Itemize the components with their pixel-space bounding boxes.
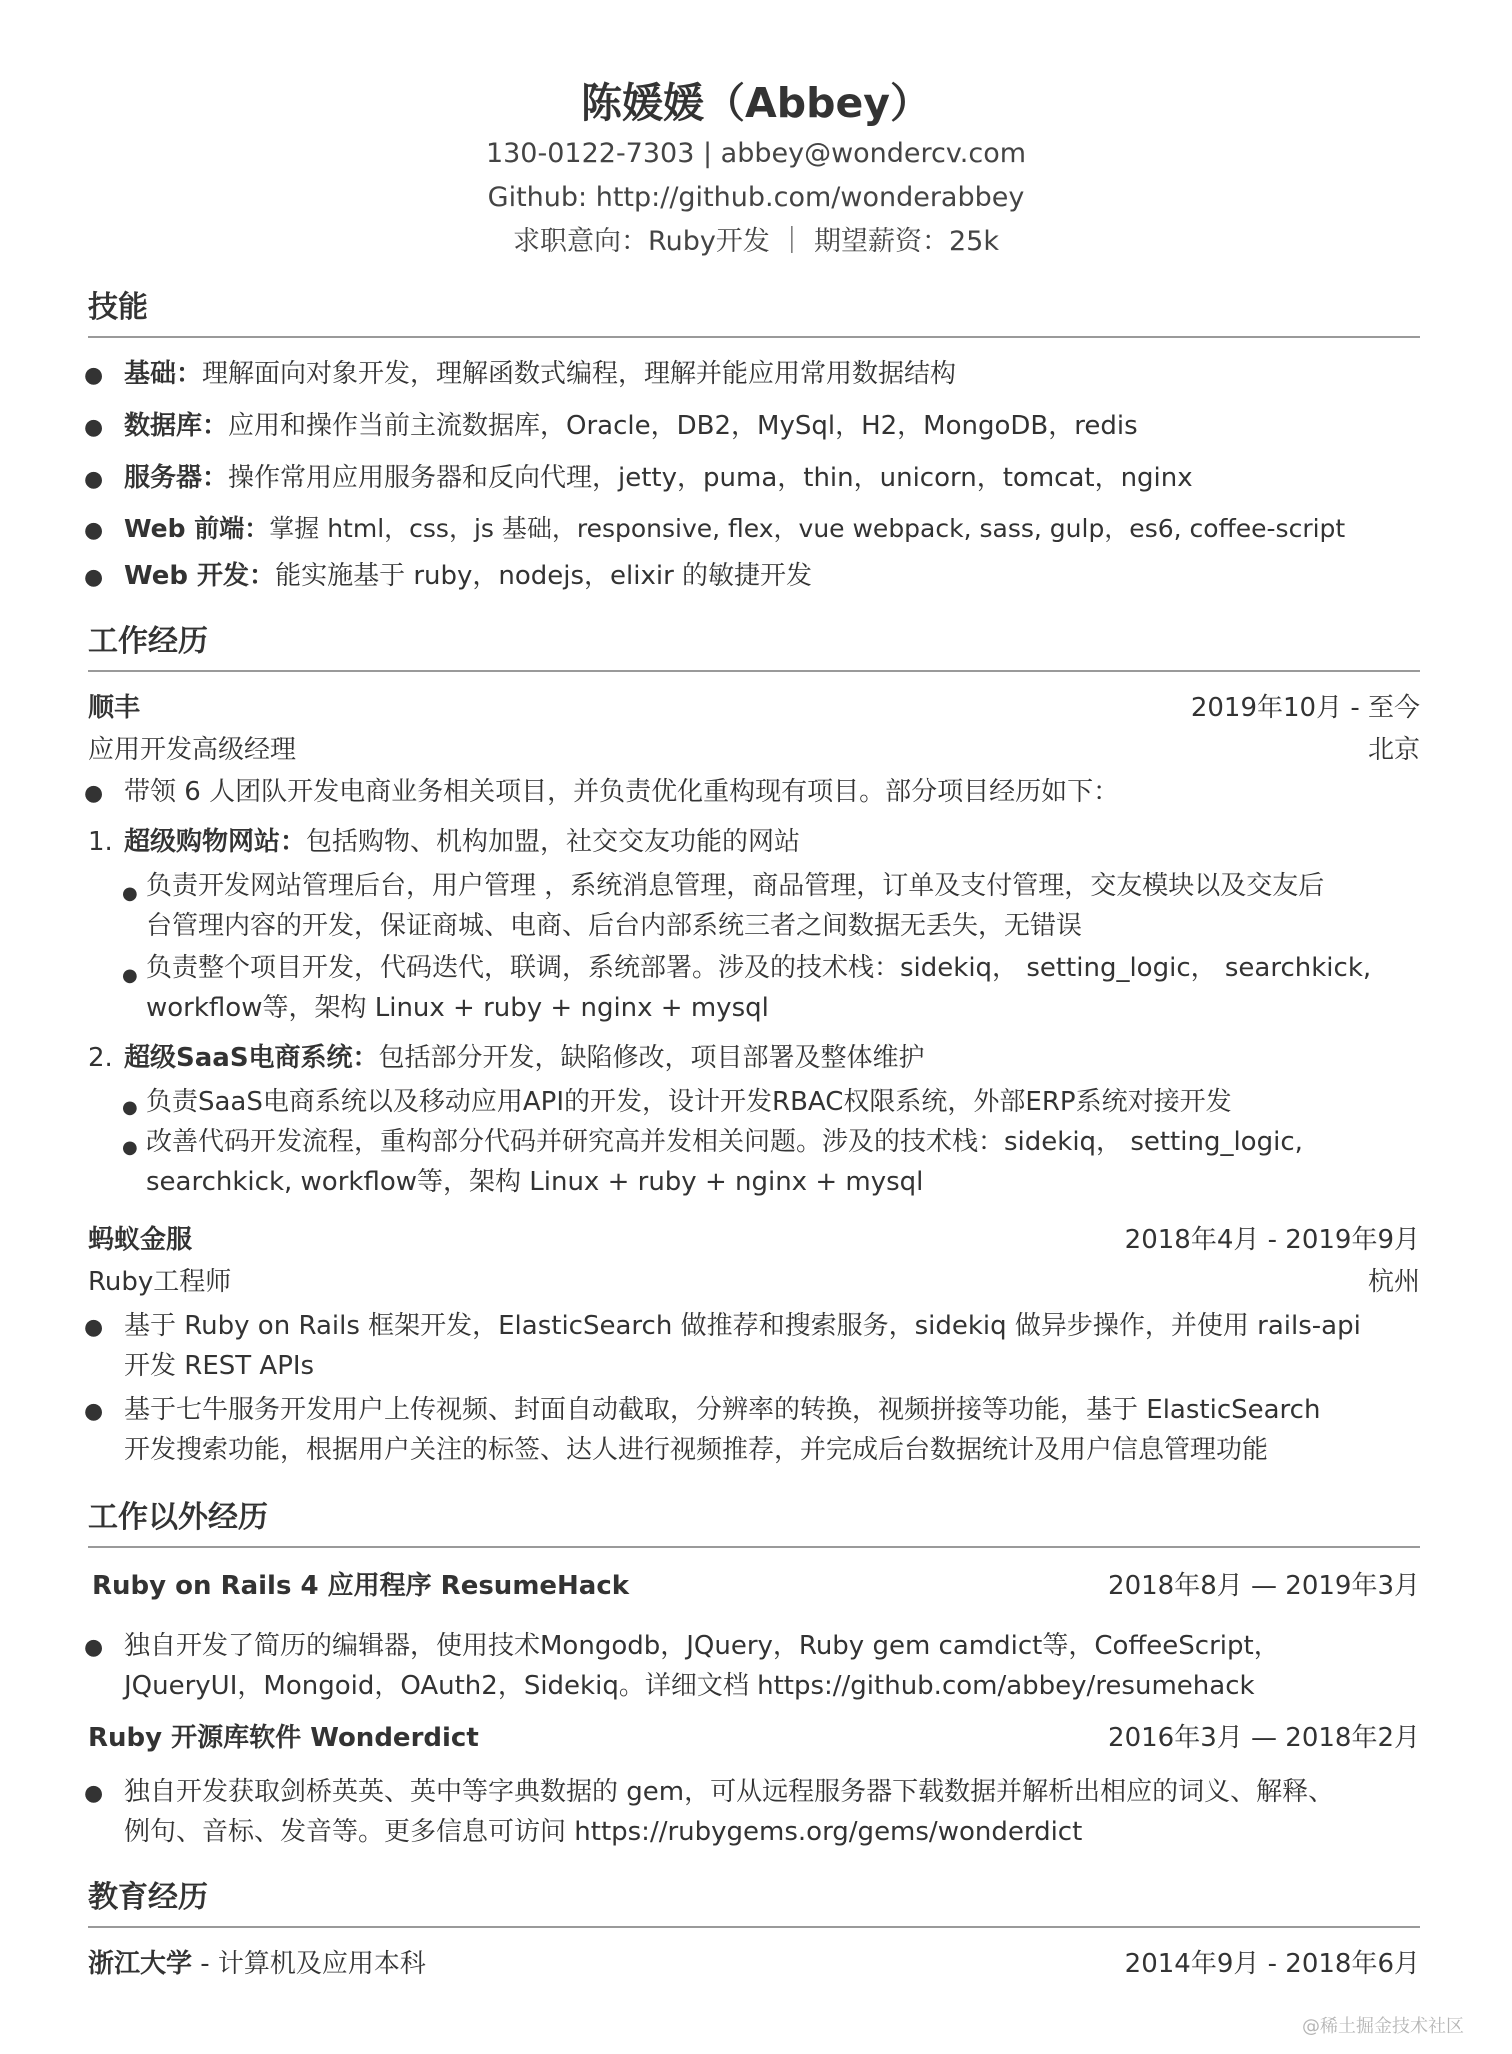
section-title: 教育经历 [88, 1880, 208, 1915]
project-title: 超级SaaS电商系统：包括部分开发，缺陷修改，项目部署及整体维护 [124, 1043, 925, 1073]
section-title: 技能 [88, 290, 148, 325]
section-divider [88, 1926, 1420, 1928]
project-point: 改善代码开发流程，重构部分代码并研究高并发相关问题。涉及的技术栈：sidekiq， setting_logic, [146, 1127, 1303, 1157]
education-row [88, 1944, 1420, 1984]
project-point-cont: 台管理内容的开发，保证商城、电商、后台内部系统三者之间数据无丢失，无错误 [146, 911, 1083, 941]
job-city: 北京 [1367, 735, 1420, 765]
job-subheader [88, 1262, 1420, 1302]
watermark: @稀土掘金技术社区 [1302, 2016, 1464, 2037]
job-intention: 求职意向：Ruby开发 ｜ 期望薪资：25k [513, 226, 999, 257]
project-title: 超级购物网站：包括购物、机构加盟，社交交友功能的网站 [124, 827, 801, 857]
bullet-dot: ● [84, 415, 104, 440]
project-period: 2018年8月 — 2019年3月 [1108, 1571, 1420, 1601]
project-point-cont: 例句、音标、发音等。更多信息可访问 https://rubygems.org/gems/wonderdict [124, 1817, 1083, 1847]
skill-item: 服务器：操作常用应用服务器和反向代理，jetty，puma，thin，unicorn，tomcat，nginx [124, 463, 1193, 493]
resume-header [0, 74, 1512, 264]
bullet-dot: ● [122, 965, 138, 986]
project-number: 2. [88, 1043, 113, 1073]
bullet-dot: ● [84, 1635, 104, 1660]
job-point: 基于七牛服务开发用户上传视频、封面自动截取，分辨率的转换，视频拼接等功能，基于 ElasticSearch [124, 1395, 1321, 1425]
work-section-header [88, 620, 1420, 672]
project-point: 负责开发网站管理后台，用户管理 ，系统消息管理，商品管理，订单及支付管理，交友模块以及交友后 [146, 871, 1325, 901]
bullet-dot: ● [84, 518, 104, 543]
job-point-cont: 开发 REST APIs [124, 1351, 315, 1381]
project-point: 负责SaaS电商系统以及移动应用API的开发，设计开发RBAC权限系统，外部ERP系统对接开发 [146, 1087, 1232, 1117]
contact-github: Github: http://github.com/wonderabbey [487, 182, 1025, 213]
bullet-dot: ● [84, 467, 104, 492]
education-period: 2014年9月 - 2018年6月 [1124, 1949, 1420, 1979]
bullet-dot: ● [122, 1097, 138, 1118]
project-point-cont: searchkick, workflow等，架构 Linux + ruby + nginx + mysql [146, 1167, 924, 1197]
job-point: 基于 Ruby on Rails 框架开发，ElasticSearch 做推荐和搜索服务，sidekiq 做异步操作，并使用 rails-api [124, 1311, 1361, 1341]
section-divider [88, 1546, 1420, 1548]
education-school: 浙江大学 - 计算机及应用本科 [88, 1949, 426, 1979]
skill-item: 数据库：应用和操作当前主流数据库，Oracle，DB2，MySql，H2，MongoDB，redis [124, 411, 1138, 441]
company-name: 蚂蚁金服 [88, 1225, 193, 1255]
bullet-dot: ● [84, 565, 104, 590]
job-header [88, 1220, 1420, 1260]
project-point: 独自开发了简历的编辑器，使用技术Mongodb，JQuery，Ruby gem camdict等，CoffeeScript， [124, 1631, 1280, 1661]
project-header [88, 1566, 1420, 1606]
section-divider [88, 336, 1420, 338]
skill-item: 基础：理解面向对象开发，理解函数式编程，理解并能应用常用数据结构 [124, 359, 957, 389]
bullet-dot: ● [84, 1399, 104, 1424]
bullet-dot: ● [122, 1137, 138, 1158]
section-title: 工作以外经历 [88, 1500, 268, 1535]
candidate-name: 陈媛媛（Abbey） [581, 79, 931, 127]
section-divider [88, 670, 1420, 672]
skill-item: Web 前端：掌握 html，css，js 基础，responsive, flex，vue webpack, sass, gulp，es6, coffee-script [124, 514, 1346, 543]
bullet-dot: ● [84, 1315, 104, 1340]
bullet-dot: ● [84, 363, 104, 388]
job-role: Ruby工程师 [88, 1267, 232, 1297]
project-point: 负责整个项目开发，代码迭代，联调，系统部署。涉及的技术栈：sidekiq， setting_logic， searchkick, [146, 953, 1372, 983]
bullet-dot: ● [84, 1781, 104, 1806]
skills-section-header [88, 286, 1420, 338]
project-header [88, 1718, 1420, 1758]
skill-item: Web 开发：能实施基于 ruby，nodejs，elixir 的敏捷开发 [124, 561, 813, 591]
job-point-cont: 开发搜索功能，根据用户关注的标签、达人进行视频推荐，并完成后台数据统计及用户信息管理功能 [124, 1435, 1269, 1465]
project-name: Ruby on Rails 4 应用程序 ResumeHack [92, 1571, 630, 1601]
project-point-cont: JQueryUI，Mongoid，OAuth2，Sidekiq。详细文档 https://github.com/abbey/resumehack [124, 1671, 1255, 1701]
job-intro: 带领 6 人团队开发电商业务相关项目，并负责优化重构现有项目。部分项目经历如下： [124, 777, 1120, 807]
project-name: Ruby 开源库软件 Wonderdict [88, 1723, 479, 1753]
job-city: 杭州 [1367, 1267, 1420, 1297]
job-period: 2019年10月 - 至今 [1190, 693, 1420, 723]
education-section-header [88, 1876, 1420, 1928]
job-period: 2018年4月 - 2019年9月 [1124, 1225, 1420, 1255]
outside-section-header [88, 1496, 1420, 1548]
project-period: 2016年3月 — 2018年2月 [1108, 1723, 1420, 1753]
project-point: 独自开发获取剑桥英英、英中等字典数据的 gem，可从远程服务器下载数据并解析出相应的词义、解释、 [124, 1777, 1335, 1807]
company-name: 顺丰 [88, 693, 141, 723]
project-number: 1. [88, 827, 113, 857]
project-point-cont: workflow等，架构 Linux + ruby + nginx + mysql [146, 993, 769, 1023]
contact-phone-email: 130-0122-7303 | abbey@wondercv.com [485, 138, 1027, 169]
job-header [88, 688, 1420, 728]
bullet-dot: ● [84, 781, 104, 806]
section-title: 工作经历 [88, 624, 208, 659]
job-subheader [88, 730, 1420, 770]
bullet-dot: ● [122, 883, 138, 904]
job-role: 应用开发高级经理 [88, 735, 297, 765]
